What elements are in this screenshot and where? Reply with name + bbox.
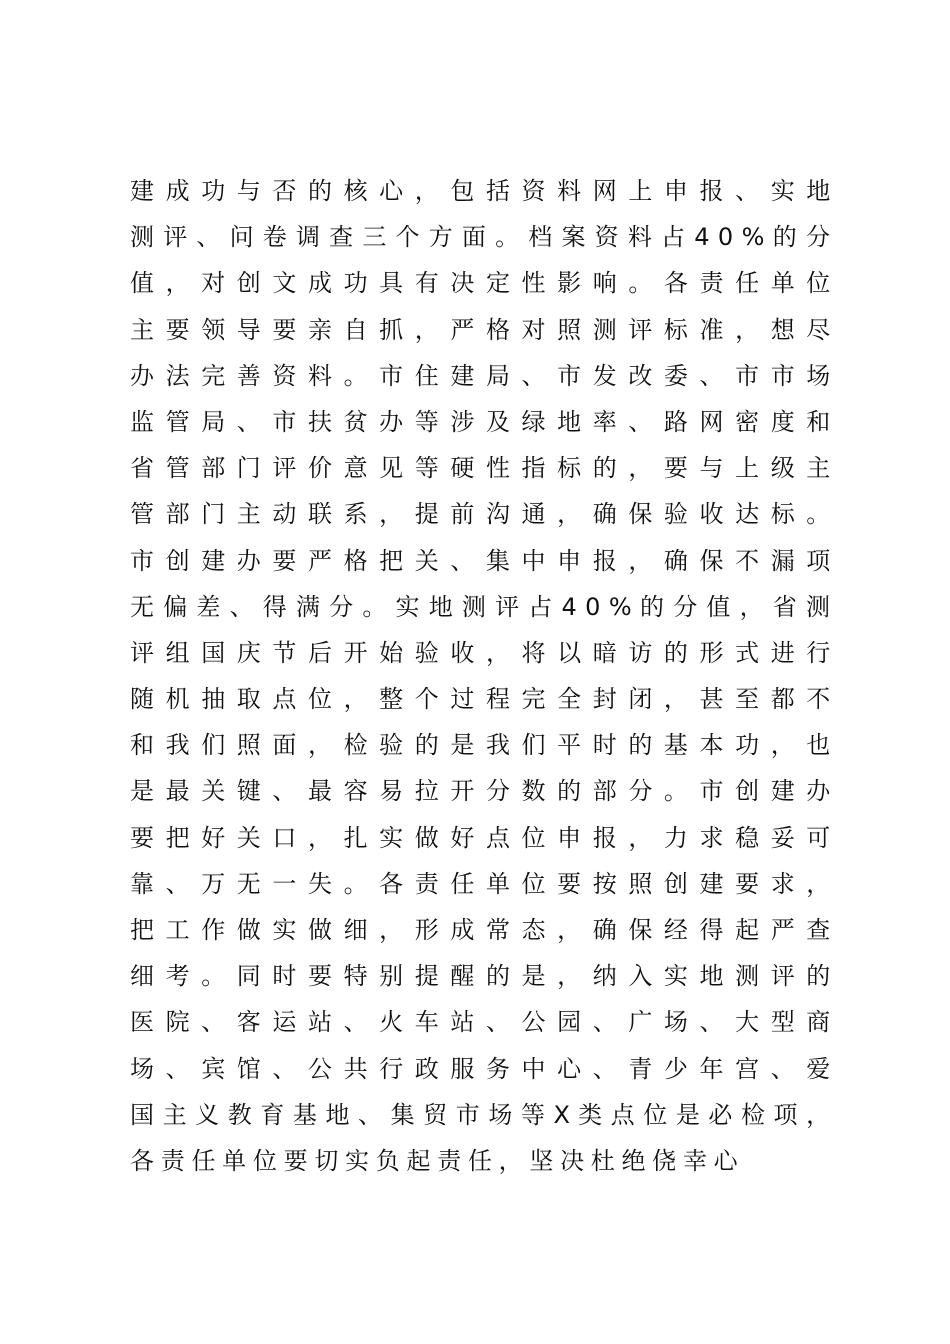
text-line: 无 偏 差 、 得 满 分 。 实 地 测 评 占 4 0 % 的 分 值 ， 省 测 <box>130 592 830 621</box>
text-line: 主 要 领 导 要 亲 自 抓 ， 严 格 对 照 测 评 标 准 ， 想 尽 <box>130 315 831 344</box>
text-line: 值 ， 对 创 文 成 功 具 有 决 定 性 影 响 。 各 责 任 单 位 <box>130 269 831 298</box>
text-line: 市 创 建 办 要 严 格 把 关 、 集 中 申 报 ， 确 保 不 漏 项 <box>130 546 831 575</box>
text-line: 把 工 作 做 实 做 细 ， 形 成 常 态 ， 确 保 经 得 起 严 查 <box>130 916 831 944</box>
text-line: 各责任单位要切实负起责任，坚决杜绝侥幸心 <box>130 1146 745 1175</box>
text-line: 是 最 关 键 、 最 容 易 拉 开 分 数 的 部 分 。 市 创 建 办 <box>130 777 831 806</box>
text-line: 评 组 国 庆 节 后 开 始 验 收 ， 将 以 暗 访 的 形 式 进 行 <box>130 638 831 667</box>
text-line: 场 、 宾 馆 、 公 共 行 政 服 务 中 心 、 青 少 年 宫 、 爱 <box>130 1054 831 1083</box>
text-line: 和 我 们 照 面 ， 检 验 的 是 我 们 平 时 的 基 本 功 ， 也 <box>130 731 831 760</box>
text-line: 国 主 义 教 育 基 地 、 集 贸 市 场 等 X 类 点 位 是 必 检 项 ， <box>130 1100 831 1129</box>
text-line: 测 评 、 问 卷 调 查 三 个 方 面 。 档 案 资 料 占 4 0 % 的 分 <box>130 223 830 252</box>
text-line: 随 机 抽 取 点 位 ， 整 个 过 程 完 全 封 闭 ， 甚 至 都 不 <box>130 685 831 714</box>
text-line: 建 成 功 与 否 的 核 心 ， 包 括 资 料 网 上 申 报 、 实 地 <box>130 177 831 205</box>
text-line: 细 考 。 同 时 要 特 别 提 醒 的 是 ， 纳 入 实 地 测 评 的 <box>130 962 831 991</box>
text-line: 监 管 局 、 市 扶 贫 办 等 涉 及 绿 地 率 、 路 网 密 度 和 <box>130 407 831 436</box>
text-line: 靠 、 万 无 一 失 。 各 责 任 单 位 要 按 照 创 建 要 求 ， <box>130 869 831 898</box>
text-line: 要 把 好 关 口 ， 扎 实 做 好 点 位 申 报 ， 力 求 稳 妥 可 <box>130 823 831 852</box>
text-line: 省 管 部 门 评 价 意 见 等 硬 性 指 标 的 ， 要 与 上 级 主 <box>130 454 831 483</box>
document-body <box>130 168 830 1184</box>
text-line: 医 院 、 客 运 站 、 火 车 站 、 公 园 、 广 场 、 大 型 商 <box>130 1008 831 1037</box>
text-line: 管 部 门 主 动 联 系 ， 提 前 沟 通 ， 确 保 验 收 达 标 。 <box>130 500 831 529</box>
text-line: 办 法 完 善 资 料 。 市 住 建 局 、 市 发 改 委 、 市 市 场 <box>130 361 831 390</box>
